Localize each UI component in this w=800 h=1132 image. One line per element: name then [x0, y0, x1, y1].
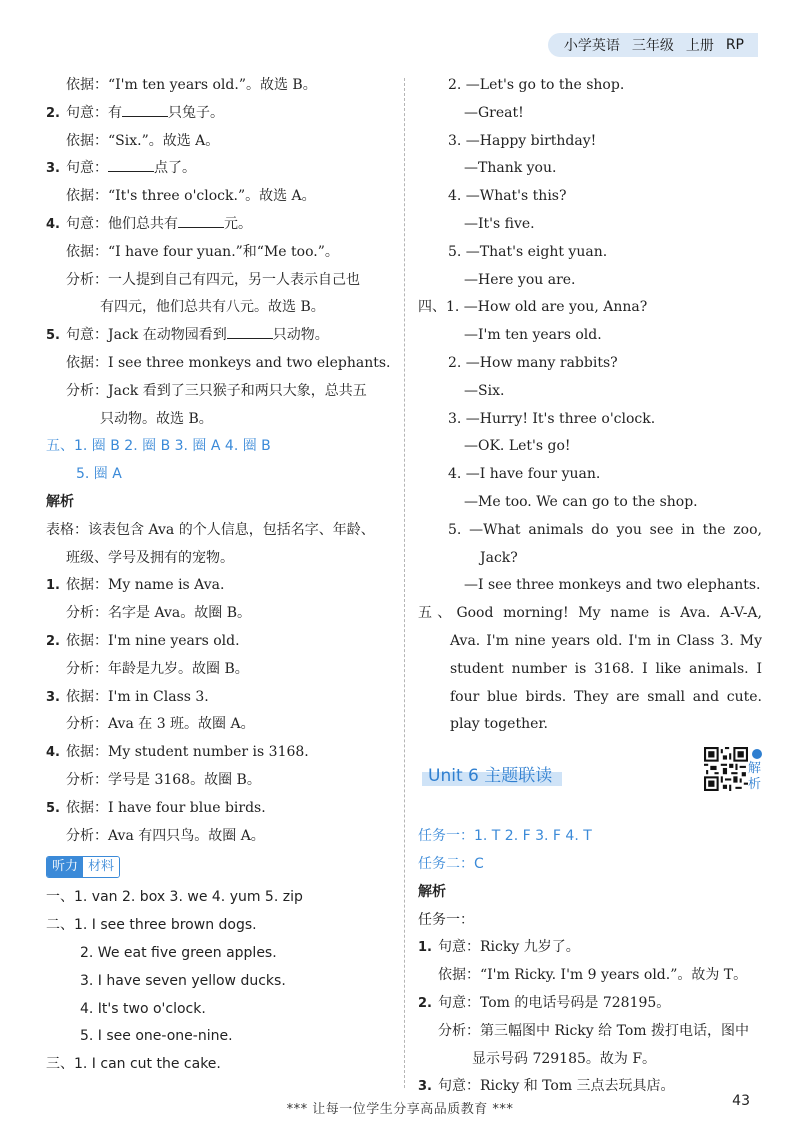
question-number: 1.	[46, 578, 60, 594]
text-line: 表格：该表包含 Ava 的个人信息，包括名字、年龄、	[46, 521, 375, 538]
passage-line: four blue birds. They are small and cute.	[450, 688, 762, 705]
text-line: 依据：“Six.”。故选 A。	[66, 132, 220, 149]
passage-line: play together.	[450, 716, 548, 733]
question-text: 依据：My student number is 3168.	[66, 744, 309, 761]
section-heading: 解析	[46, 493, 74, 510]
dialog-line: 3. —Hurry! It's three o'clock.	[448, 410, 656, 427]
right-column	[418, 72, 762, 1101]
question-number: 5.	[46, 800, 60, 816]
unit-header	[418, 747, 762, 823]
listening-material-tag-row	[46, 850, 396, 884]
question-text: 句意：	[66, 160, 108, 177]
text-line: 依据：“I'm Ricky. I'm 9 years old.”。故为 T。	[438, 967, 748, 984]
passage-line: student number is 3168. I like animals. I	[450, 660, 762, 677]
dialog-line: 4. —What's this?	[448, 188, 567, 205]
dialog-line: 4. —I have four yuan.	[448, 466, 601, 483]
question-number: 2.	[418, 995, 432, 1011]
dialog-line: 5. —What animals do you see in the zoo,	[448, 521, 762, 538]
dialog-line: —I'm ten years old.	[464, 327, 602, 344]
material-line: 二、1. I see three brown dogs.	[46, 917, 257, 934]
text-line: 依据：“I'm ten years old.”。故选 B。	[66, 77, 317, 93]
column-divider	[404, 78, 405, 1088]
answer-line: 任务一：1. T 2. F 3. F 4. T	[418, 828, 592, 845]
passage-line: Ava. I'm nine years old. I'm in Class 3. My	[450, 632, 762, 649]
question-4	[46, 211, 396, 239]
tag-part: 材料	[83, 857, 119, 877]
text-line: 分析：年龄是九岁。故圈 B。	[66, 660, 249, 677]
dialog-line: 2. —Let's go to the shop.	[448, 77, 625, 93]
question-text: 依据：I have four blue birds.	[66, 799, 266, 816]
dialog-line: —It's five.	[464, 215, 535, 232]
question-number: 4.	[46, 216, 60, 232]
question-text: 句意：Ricky 九岁了。	[438, 939, 580, 956]
question-number: 3.	[46, 689, 60, 705]
tag-part: 听力	[47, 857, 83, 877]
question-number: 3.	[46, 161, 60, 177]
qr-code-group[interactable]	[704, 747, 762, 793]
question-text: 依据：My name is Ava.	[66, 577, 225, 594]
header-tag-bar	[548, 33, 758, 57]
text-line: 任务一：	[418, 911, 474, 928]
question-number: 2.	[46, 105, 60, 121]
question-text: 依据：I'm in Class 3.	[66, 688, 209, 705]
text-line: 依据：“It's three o'clock.”。故选 A。	[66, 188, 316, 205]
answer-blank	[108, 157, 154, 172]
listening-material-tag	[46, 856, 120, 878]
text-line: 有四元，他们总共有八元。故选 B。	[100, 299, 325, 316]
text-line: 显示号码 729185。故为 F。	[472, 1050, 657, 1067]
header-subject: 小学英语	[563, 38, 620, 54]
question-3	[46, 155, 396, 183]
question-text: 句意：Jack 在动物园看到	[66, 327, 227, 344]
basis-2	[46, 628, 396, 656]
dialog-line: —Me too. We can go to the shop.	[464, 493, 698, 510]
question-text: 句意：有	[66, 104, 122, 121]
basis-3	[46, 684, 396, 712]
question-number: 5.	[46, 328, 60, 344]
answer-line: 5. 圈 A	[76, 466, 122, 483]
question-text: 句意：Tom 的电话号码是 728195。	[438, 994, 671, 1011]
dialog-line: —Six.	[464, 382, 505, 399]
question-text: 依据：I'm nine years old.	[66, 632, 240, 649]
dialog-line: —Here you are.	[464, 271, 576, 288]
task-q1	[418, 934, 762, 962]
text-line: 分析：Ava 有四只鸟。故圈 A。	[66, 827, 265, 844]
dialog-line: 5. —That's eight yuan.	[448, 243, 608, 260]
unit-title	[422, 761, 562, 786]
footer-slogan: *** 让每一位学生分享高品质教育 ***	[286, 1102, 514, 1117]
text-line: 依据：“I have four yuan.”和“Me too.”。	[66, 243, 339, 260]
answer-blank	[178, 213, 224, 228]
page-number: 43	[732, 1093, 750, 1109]
question-text: 只兔子。	[168, 104, 224, 121]
material-line: 5. I see one-one-nine.	[80, 1028, 233, 1045]
question-number: 1.	[418, 940, 432, 956]
basis-1	[46, 572, 396, 600]
material-line: 3. I have seven yellow ducks.	[80, 972, 286, 989]
qr-code-icon[interactable]	[704, 747, 748, 791]
text-line: 分析：学号是 3168。故圈 B。	[66, 771, 261, 788]
dialog-line: —Great!	[464, 104, 524, 121]
text-line: 分析：Ava 在 3 班。故圈 A。	[66, 716, 255, 733]
left-column	[46, 72, 396, 1079]
material-line: 2. We eat five green apples.	[80, 944, 277, 961]
text-line: 分析：名字是 Ava。故圈 B。	[66, 605, 251, 622]
question-text: 只动物。	[272, 327, 329, 344]
header-grade: 三年级	[631, 38, 674, 54]
question-5	[46, 322, 396, 350]
question-number: 3.	[418, 1079, 432, 1095]
dialog-line: —I see three monkeys and two elephants.	[464, 577, 761, 594]
qr-label: 解析	[748, 761, 762, 793]
header-volume: 上册	[685, 38, 714, 54]
text-line: 分析：Jack 看到了三只猴子和两只大象，总共五	[66, 382, 367, 399]
dialog-line: Jack?	[480, 549, 518, 566]
material-line: 一、1. van 2. box 3. we 4. yum 5. zip	[46, 889, 303, 906]
task-q3	[418, 1073, 762, 1101]
question-text: 元。	[224, 215, 252, 232]
answer-blank	[122, 102, 168, 117]
basis-5	[46, 795, 396, 823]
answer-line: 任务二：C	[418, 855, 484, 872]
play-arrow-icon	[752, 749, 762, 759]
unit-title-text: Unit 6 主题联读	[422, 761, 562, 786]
text-line: 班级、学号及拥有的宠物。	[66, 549, 234, 566]
question-text: 句意：他们总共有	[66, 215, 178, 232]
header-edition: RP	[725, 37, 744, 53]
material-line: 4. It's two o'clock.	[80, 1000, 206, 1017]
task-q2	[418, 990, 762, 1018]
question-number: 4.	[46, 745, 60, 761]
answer-line: 五、1. 圈 B 2. 圈 B 3. 圈 A 4. 圈 B	[46, 438, 271, 455]
question-2	[46, 100, 396, 128]
question-text: 句意：Ricky 和 Tom 三点去玩具店。	[438, 1078, 675, 1095]
question-text: 点了。	[154, 160, 196, 177]
dialog-line: 2. —How many rabbits?	[448, 354, 618, 371]
text-line: 只动物。故选 B。	[100, 410, 213, 427]
material-line: 三、1. I can cut the cake.	[46, 1056, 221, 1073]
dialog-line: 3. —Happy birthday!	[448, 132, 597, 149]
question-number: 2.	[46, 633, 60, 649]
text-line: 分析：一人提到自己有四元，另一人表示自己也	[66, 271, 360, 288]
answer-blank	[227, 324, 273, 339]
dialog-line: —OK. Let's go!	[464, 438, 571, 455]
section-heading: 解析	[418, 883, 446, 900]
text-line: 分析：第三幅图中 Ricky 给 Tom 拨打电话，图中	[438, 1022, 750, 1039]
dialog-line: —Thank you.	[464, 160, 557, 177]
basis-4	[46, 739, 396, 767]
text-line: 依据：I see three monkeys and two elephants.	[66, 354, 391, 371]
dialog-line: 四、1. —How old are you, Anna?	[418, 299, 648, 316]
passage-line: 五、Good morning! My name is Ava. A-V-A,	[418, 605, 762, 622]
